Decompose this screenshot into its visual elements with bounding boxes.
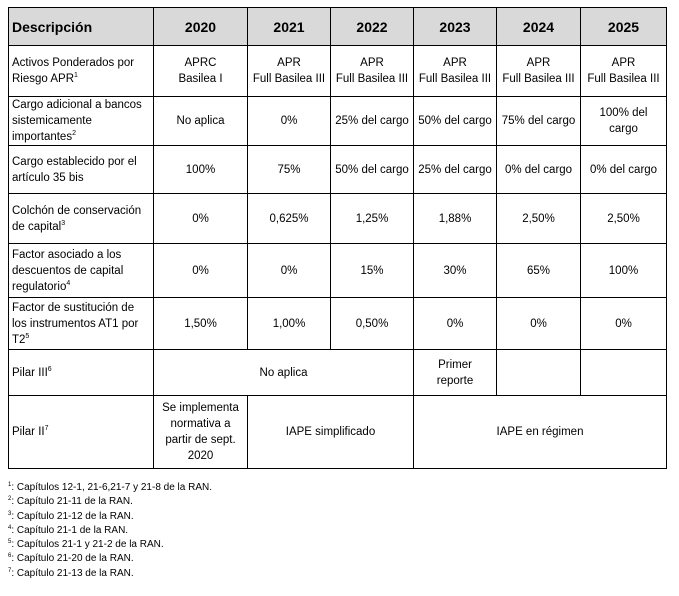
footnote-number: 1 — [8, 482, 12, 488]
row-label — [9, 146, 154, 194]
cell-pilar2-regimen: IAPE en régimen — [414, 396, 667, 469]
table-cell: 100% — [154, 146, 248, 194]
table-cell: 0% — [248, 97, 331, 146]
table-row — [9, 194, 667, 244]
footnote-text: : Capítulos 12-1, 21-6,21-7 y 21-8 de la RAN. — [11, 482, 213, 493]
header-year-2024: 2024 — [497, 8, 581, 46]
footnote-number: 5 — [8, 539, 12, 546]
footnote-marker: 5 — [25, 332, 30, 340]
cell-pilar3-2025 — [581, 350, 667, 396]
footnote-text: : Capítulo 21-11 de la RAN. — [11, 496, 133, 508]
table-cell: 0% — [497, 298, 581, 350]
table-cell: 1,50% — [154, 298, 248, 350]
footnotes — [8, 481, 212, 581]
table-cell: 2,50% — [581, 194, 667, 244]
cell-pilar3-primer-reporte: Primer reporte — [414, 350, 497, 396]
table-cell: 1,25% — [331, 194, 414, 244]
row-label — [9, 244, 154, 298]
table-cell: 0% del cargo — [497, 146, 581, 194]
table-cell: APRC Basilea I — [154, 46, 248, 97]
footnote-text: : Capítulo 21-13 de la RAN. — [11, 567, 134, 579]
table-row — [9, 146, 667, 194]
row-label — [9, 350, 154, 396]
table-cell: 25% del cargo — [414, 146, 497, 194]
table-cell: 0% — [414, 298, 497, 350]
capital-requirements-table — [8, 7, 667, 469]
footnote — [8, 481, 212, 495]
header-year-2023: 2023 — [414, 8, 497, 46]
header-descripcion: Descripción — [9, 8, 154, 46]
cell-pilar3-2024 — [497, 350, 581, 396]
footnote-number: 7 — [8, 567, 12, 574]
row-label-text: Activos Ponderados por Riesgo APR — [12, 57, 135, 85]
table-row — [9, 46, 667, 97]
footnote-number: 6 — [8, 553, 12, 560]
footnote-text: : Capítulo 21-1 de la RAN. — [11, 524, 129, 536]
footnote-text: : Capítulo 21-20 de la RAN. — [11, 553, 134, 565]
table-cell: 65% — [497, 244, 581, 298]
row-label — [9, 298, 154, 350]
footnote-marker: 4 — [66, 279, 71, 287]
table-cell: 50% del cargo — [414, 97, 497, 146]
footnote-text: : Capítulos 21-1 y 21-2 de la RAN. — [11, 539, 164, 551]
header-year-2022: 2022 — [331, 8, 414, 46]
footnote-marker: 3 — [61, 219, 66, 227]
table-cell: 0% — [154, 194, 248, 244]
header-year-2025: 2025 — [581, 8, 667, 46]
table-cell: APR Full Basilea III — [248, 46, 331, 97]
row-label-text: Cargo establecido por el artículo 35 bis — [12, 155, 137, 184]
row-label-text: Pilar III — [12, 366, 48, 379]
footnote-number: 4 — [8, 524, 12, 531]
row-label-text: Cargo adicional a bancos sistemicamente importantes — [12, 99, 142, 143]
cell-pilar2-normativa: Se implementa normativa a partir de sept. 2020 — [154, 396, 248, 469]
table-cell: 75% — [248, 146, 331, 194]
row-label — [9, 194, 154, 244]
table-row — [9, 298, 667, 350]
header-row — [9, 8, 667, 46]
row-label-text: Colchón de conservación de capital — [12, 204, 142, 233]
table-cell: 30% — [414, 244, 497, 298]
row-label — [9, 396, 154, 469]
table-cell: 0,625% — [248, 194, 331, 244]
footnote — [8, 524, 212, 538]
table-cell: 0% — [581, 298, 667, 350]
table-cell: No aplica — [154, 97, 248, 146]
table-cell: APR Full Basilea III — [414, 46, 497, 97]
table-cell: 1,00% — [248, 298, 331, 350]
table-cell: APR Full Basilea III — [581, 46, 667, 97]
row-label-text: Factor asociado a los descuentos de capital regulatorio — [12, 248, 124, 293]
row-label-text: Pilar II — [12, 426, 45, 438]
footnote-marker: 6 — [47, 365, 52, 373]
footnote — [8, 510, 212, 524]
row-label — [9, 46, 154, 97]
footnote — [8, 567, 212, 581]
header-year-2021: 2021 — [248, 8, 331, 46]
footnote-text: : Capítulo 21-12 de la RAN. — [11, 510, 134, 522]
footnote-number: 3 — [8, 510, 12, 517]
table-row-pilar-3 — [9, 350, 667, 396]
cell-pilar3-no-aplica: No aplica — [154, 350, 414, 396]
table-row — [9, 244, 667, 298]
table-cell: 100% — [581, 244, 667, 298]
table-cell: 1,88% — [414, 194, 497, 244]
table-row-pilar-2 — [9, 396, 667, 469]
footnote — [8, 552, 212, 566]
table-cell: 0% — [248, 244, 331, 298]
table-cell: 50% del cargo — [331, 146, 414, 194]
footnote-marker: 1 — [74, 72, 78, 79]
table-cell: APR Full Basilea III — [331, 46, 414, 97]
header-year-2020: 2020 — [154, 8, 248, 46]
table-row — [9, 97, 667, 146]
footnote — [8, 538, 212, 552]
footnote-marker: 7 — [44, 425, 49, 432]
table-cell: 0,50% — [331, 298, 414, 350]
table-cell: 2,50% — [497, 194, 581, 244]
table-cell: 0% — [154, 244, 248, 298]
footnote — [8, 495, 212, 509]
table-cell: 100% del cargo — [581, 97, 667, 146]
table-cell: APR Full Basilea III — [497, 46, 581, 97]
table-cell: 0% del cargo — [581, 146, 667, 194]
table-cell: 75% del cargo — [497, 97, 581, 146]
cell-pilar2-simplificado: IAPE simplificado — [248, 396, 414, 469]
table-cell: 25% del cargo — [331, 97, 414, 146]
footnote-number: 2 — [8, 496, 12, 503]
table-cell: 15% — [331, 244, 414, 298]
row-label-text: Factor de sustitución de los instrumentos AT1 por T2 — [12, 301, 139, 346]
footnote-marker: 2 — [72, 130, 76, 137]
row-label — [9, 97, 154, 146]
